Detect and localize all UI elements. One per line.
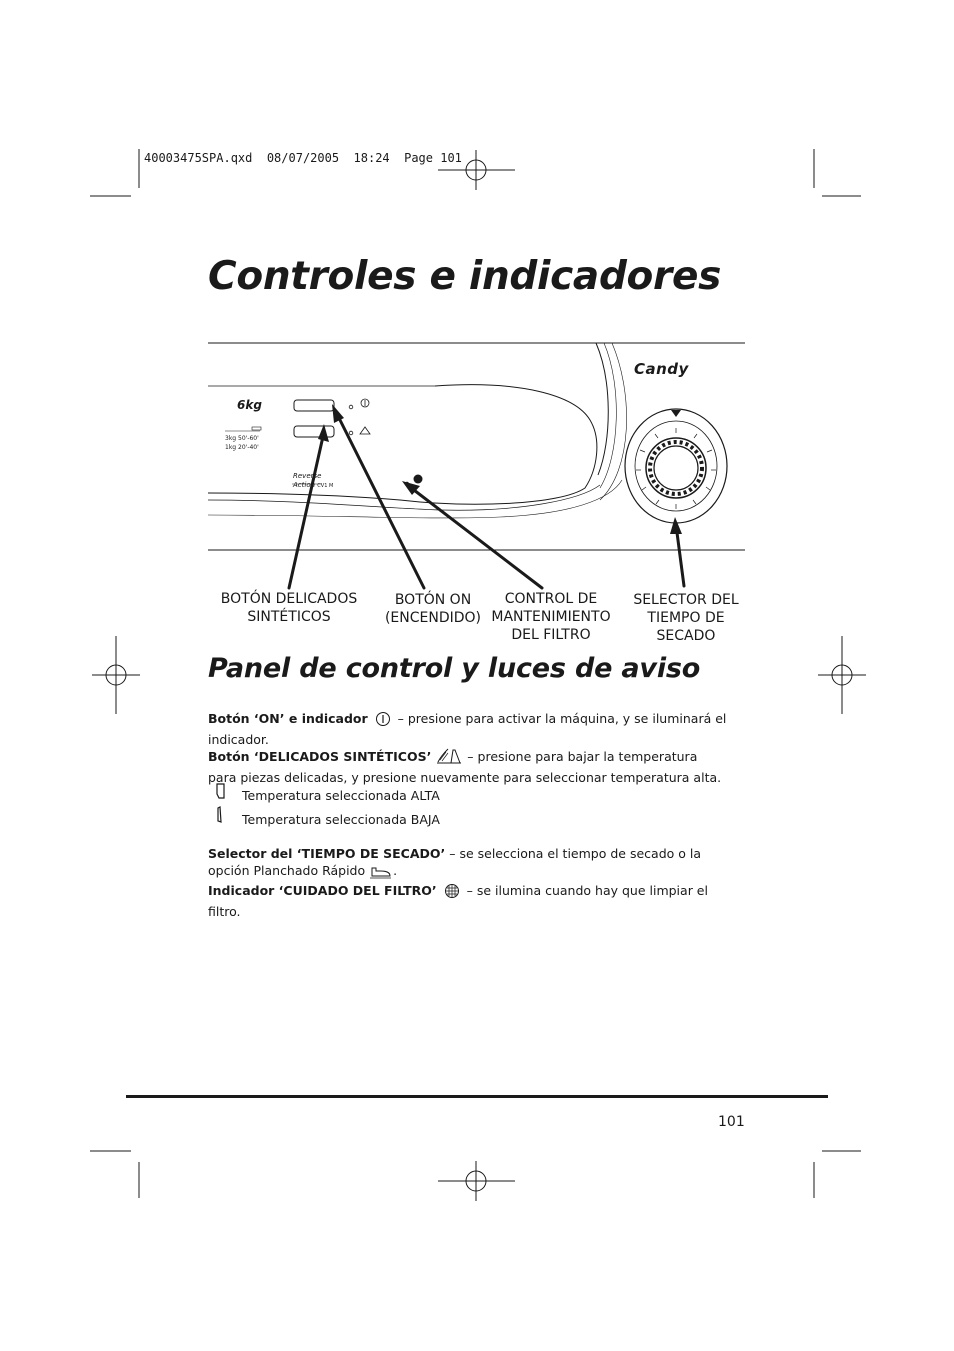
temp-low-row: Temperatura seleccionada BAJA xyxy=(214,804,440,828)
paragraph-filter-indicator: Indicador ‘CUIDADO DEL FILTRO’ – se ilumina cuando hay que limpiar el filtro. xyxy=(208,883,708,919)
slug-time: 18:24 xyxy=(353,151,390,165)
capacity-label: 6kg xyxy=(237,398,262,412)
button-low-icon xyxy=(214,804,232,828)
callout-filter-control: CONTROL DE MANTENIMIENTO DEL FILTRO xyxy=(491,591,611,643)
callout-on-button: BOTÓN ON (ENCENDIDO) xyxy=(384,592,482,626)
paragraph-dry-selector: Selector del ‘TIEMPO DE SECADO’ – se selecciona el tiempo de secado o la opción Planchado Rápido . xyxy=(208,845,728,883)
footer-rule xyxy=(126,1095,828,1098)
temp-high-row: Temperatura seleccionada ALTA xyxy=(214,782,440,804)
section-heading: Panel de control y luces de aviso xyxy=(208,653,701,684)
callout-delicate-button: BOTÓN DELICADOS SINTÉTICOS xyxy=(220,591,358,625)
slug-page: Page 101 xyxy=(404,151,462,165)
load-row: 3kg 50'-60' xyxy=(225,435,259,442)
slug-file: 40003475SPA.qxd xyxy=(144,151,253,165)
brand-logo: Candy xyxy=(634,360,689,378)
slug-date: 08/07/2005 xyxy=(266,151,340,165)
page-title: Controles e indicadores xyxy=(208,254,722,299)
paragraph-on-button: Botón ‘ON’ e indicador – presione para activar la máquina, y se iluminará el indicador. xyxy=(208,711,727,747)
load-row: 1kg 20'-40' xyxy=(225,444,259,451)
delicate-synthetics-icon xyxy=(435,747,463,769)
paragraph-delicate-button: Botón ‘DELICADOS SINTÉTICOS’ – presione para bajar la temperatura para piezas delicadas, y presione nuevamente para seleccionar temperatura alta. xyxy=(208,749,722,785)
control-panel-drawing xyxy=(208,343,745,588)
load-table xyxy=(225,434,259,452)
power-icon xyxy=(372,711,394,731)
button-high-icon xyxy=(214,782,232,804)
filter-icon xyxy=(441,883,463,903)
iron-icon xyxy=(369,865,393,883)
reverse-action-label: Reverse Action CV1 M xyxy=(293,472,334,489)
callout-dry-timer: SELECTOR DEL TIEMPO DE SECADO xyxy=(633,592,739,644)
page-number: 101 xyxy=(718,1114,745,1130)
